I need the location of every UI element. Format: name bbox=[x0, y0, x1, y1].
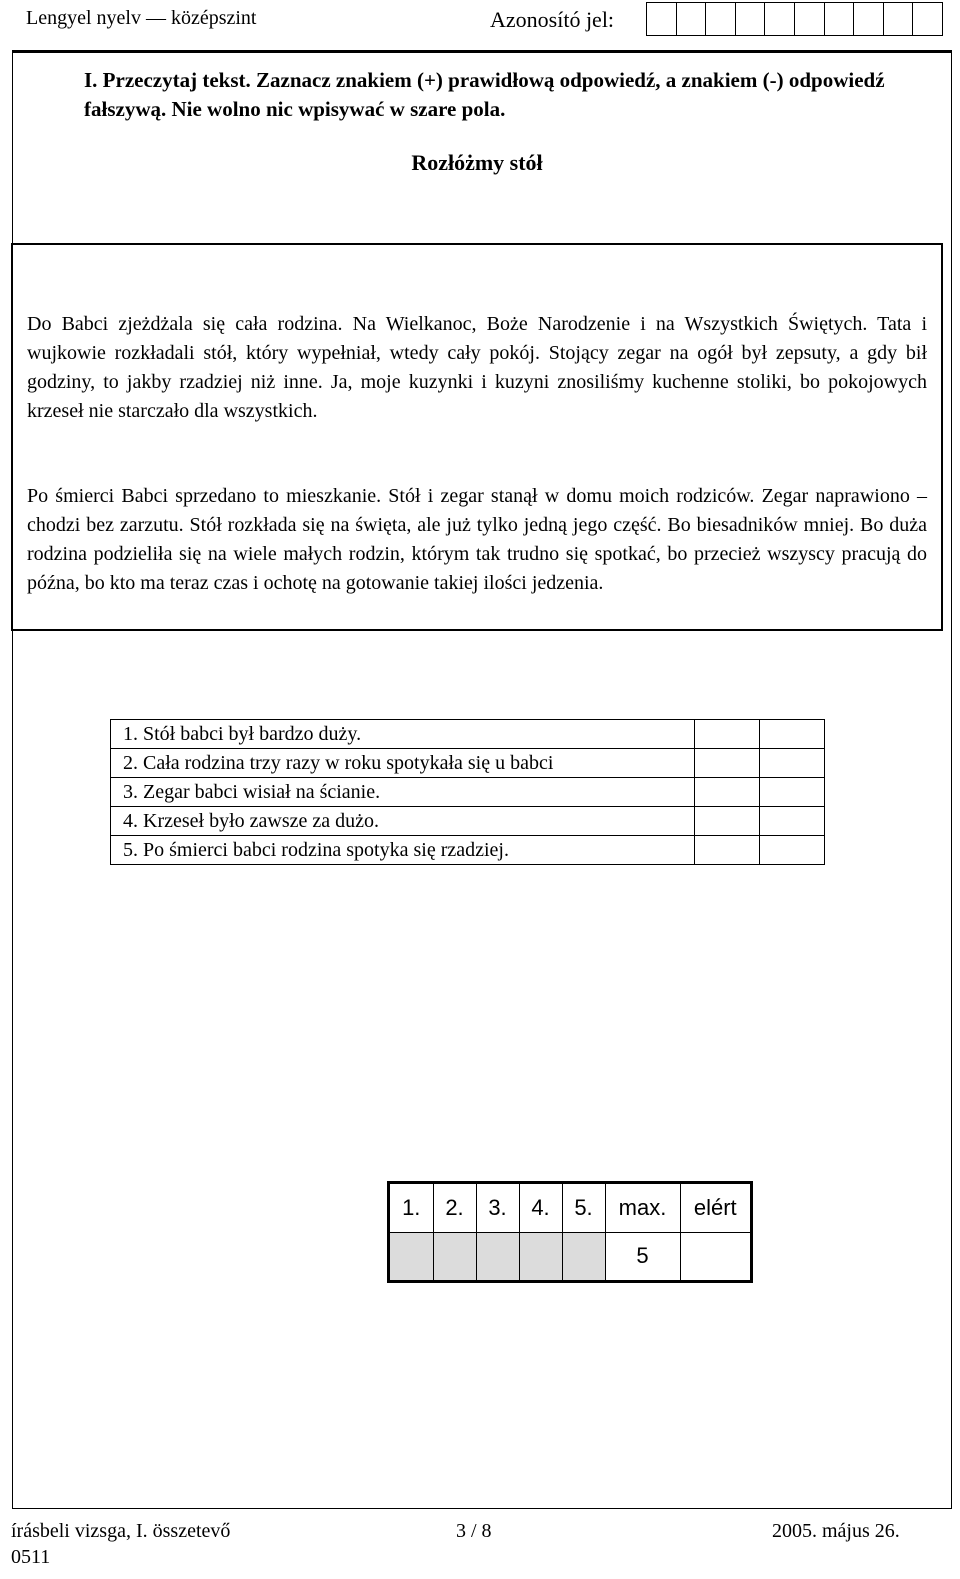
score-header-1: 1. bbox=[390, 1184, 433, 1232]
score-header-achieved: elért bbox=[680, 1184, 750, 1232]
footer-exam-label: írásbeli vizsga, I. összetevő bbox=[11, 1520, 231, 1542]
id-box[interactable] bbox=[706, 2, 736, 36]
score-cell bbox=[760, 749, 825, 778]
statement-text: 4. Krzeseł było zawsze za dużo. bbox=[111, 807, 695, 836]
score-cell bbox=[760, 778, 825, 807]
footer-date: 2005. május 26. bbox=[772, 1520, 900, 1542]
footer-code: 0511 bbox=[11, 1546, 51, 1568]
score-header-max: max. bbox=[605, 1184, 680, 1232]
statement-text: 5. Po śmierci babci rodzina spotyka się rzadziej. bbox=[111, 836, 695, 865]
table-row bbox=[111, 778, 825, 807]
table-row bbox=[111, 749, 825, 778]
score-cell-3 bbox=[476, 1232, 519, 1280]
answer-cell[interactable] bbox=[695, 778, 760, 807]
answer-cell[interactable] bbox=[695, 749, 760, 778]
answer-cell[interactable] bbox=[695, 720, 760, 749]
id-box[interactable] bbox=[677, 2, 707, 36]
score-header-3: 3. bbox=[476, 1184, 519, 1232]
score-cell-1 bbox=[390, 1232, 433, 1280]
answer-cell[interactable] bbox=[695, 836, 760, 865]
id-box[interactable] bbox=[854, 2, 884, 36]
score-max-value: 5 bbox=[605, 1232, 680, 1280]
score-table bbox=[387, 1181, 753, 1283]
id-boxes bbox=[646, 2, 943, 36]
id-box[interactable] bbox=[795, 2, 825, 36]
answer-cell[interactable] bbox=[695, 807, 760, 836]
id-box[interactable] bbox=[736, 2, 766, 36]
score-value-row bbox=[390, 1232, 750, 1280]
score-header-row bbox=[390, 1184, 750, 1232]
footer-page-number: 3 / 8 bbox=[456, 1520, 492, 1542]
id-box[interactable] bbox=[765, 2, 795, 36]
table-row bbox=[111, 720, 825, 749]
page-frame-right bbox=[951, 50, 952, 1508]
header-subject: Lengyel nyelv — középszint bbox=[26, 7, 257, 29]
id-box[interactable] bbox=[884, 2, 914, 36]
id-box[interactable] bbox=[647, 2, 677, 36]
score-cell bbox=[760, 836, 825, 865]
statement-text: 3. Zegar babci wisiał na ścianie. bbox=[111, 778, 695, 807]
text-title: Rozłóżmy stół bbox=[411, 150, 543, 175]
header-rule bbox=[12, 50, 952, 53]
reading-paragraph-2: Po śmierci Babci sprzedano to mieszkanie. Stół i zegar stanął w domu moich rodziców. Zegar naprawiono – chodzi bez zarzutu. Stół rozkłada się na święta, ale już tylko jedną jego część. Bo biesadników mniej. Bo duża rodzina podzieliła się na wiele małych rodzin, którym tak trudno się spotkać, bo przecież wszyscy pracują do późna, bo kto ma teraz czas i ochotę na gotowanie takiej ilości jedzenia. bbox=[27, 485, 927, 594]
statement-text: 2. Cała rodzina trzy razy w roku spotykała się u babci bbox=[111, 749, 695, 778]
score-achieved-value bbox=[680, 1232, 750, 1280]
id-box[interactable] bbox=[825, 2, 855, 36]
score-cell-5 bbox=[562, 1232, 605, 1280]
score-header-5: 5. bbox=[562, 1184, 605, 1232]
id-box[interactable] bbox=[913, 2, 943, 36]
reading-paragraph-1: Do Babci zjeżdżala się cała rodzina. Na Wielkanoc, Boże Narodzenie i na Wszystkich Świętych. Tata i wujkowie rozkładali stół, który wypełniał, wtedy cały pokój. Stojący zegar na ogół był zepsuty, a gdy bił godziny, to jakby rzadziej niż inne. Ja, moje kuzynki i kuzyni znosiliśmy kuchenne stoliki, bo pokojowych krzeseł nie starczało dla wszystkich. bbox=[27, 313, 927, 422]
score-cell-2 bbox=[433, 1232, 476, 1280]
statement-text: 1. Stół babci był bardzo duży. bbox=[111, 720, 695, 749]
table-row bbox=[111, 836, 825, 865]
score-header-2: 2. bbox=[433, 1184, 476, 1232]
statements-table bbox=[110, 719, 825, 865]
table-row bbox=[111, 807, 825, 836]
score-header-4: 4. bbox=[519, 1184, 562, 1232]
page-frame-bottom bbox=[12, 1508, 952, 1509]
task-instruction: I. Przeczytaj tekst. Zaznacz znakiem (+) prawidłową odpowiedź, a znakiem (-) odpowiedź fałszywą. Nie wolno nic wpisywać w szare pola. bbox=[84, 68, 885, 121]
score-cell-4 bbox=[519, 1232, 562, 1280]
score-cell bbox=[760, 807, 825, 836]
score-cell bbox=[760, 720, 825, 749]
header-id-label: Azonosító jel: bbox=[490, 7, 615, 32]
